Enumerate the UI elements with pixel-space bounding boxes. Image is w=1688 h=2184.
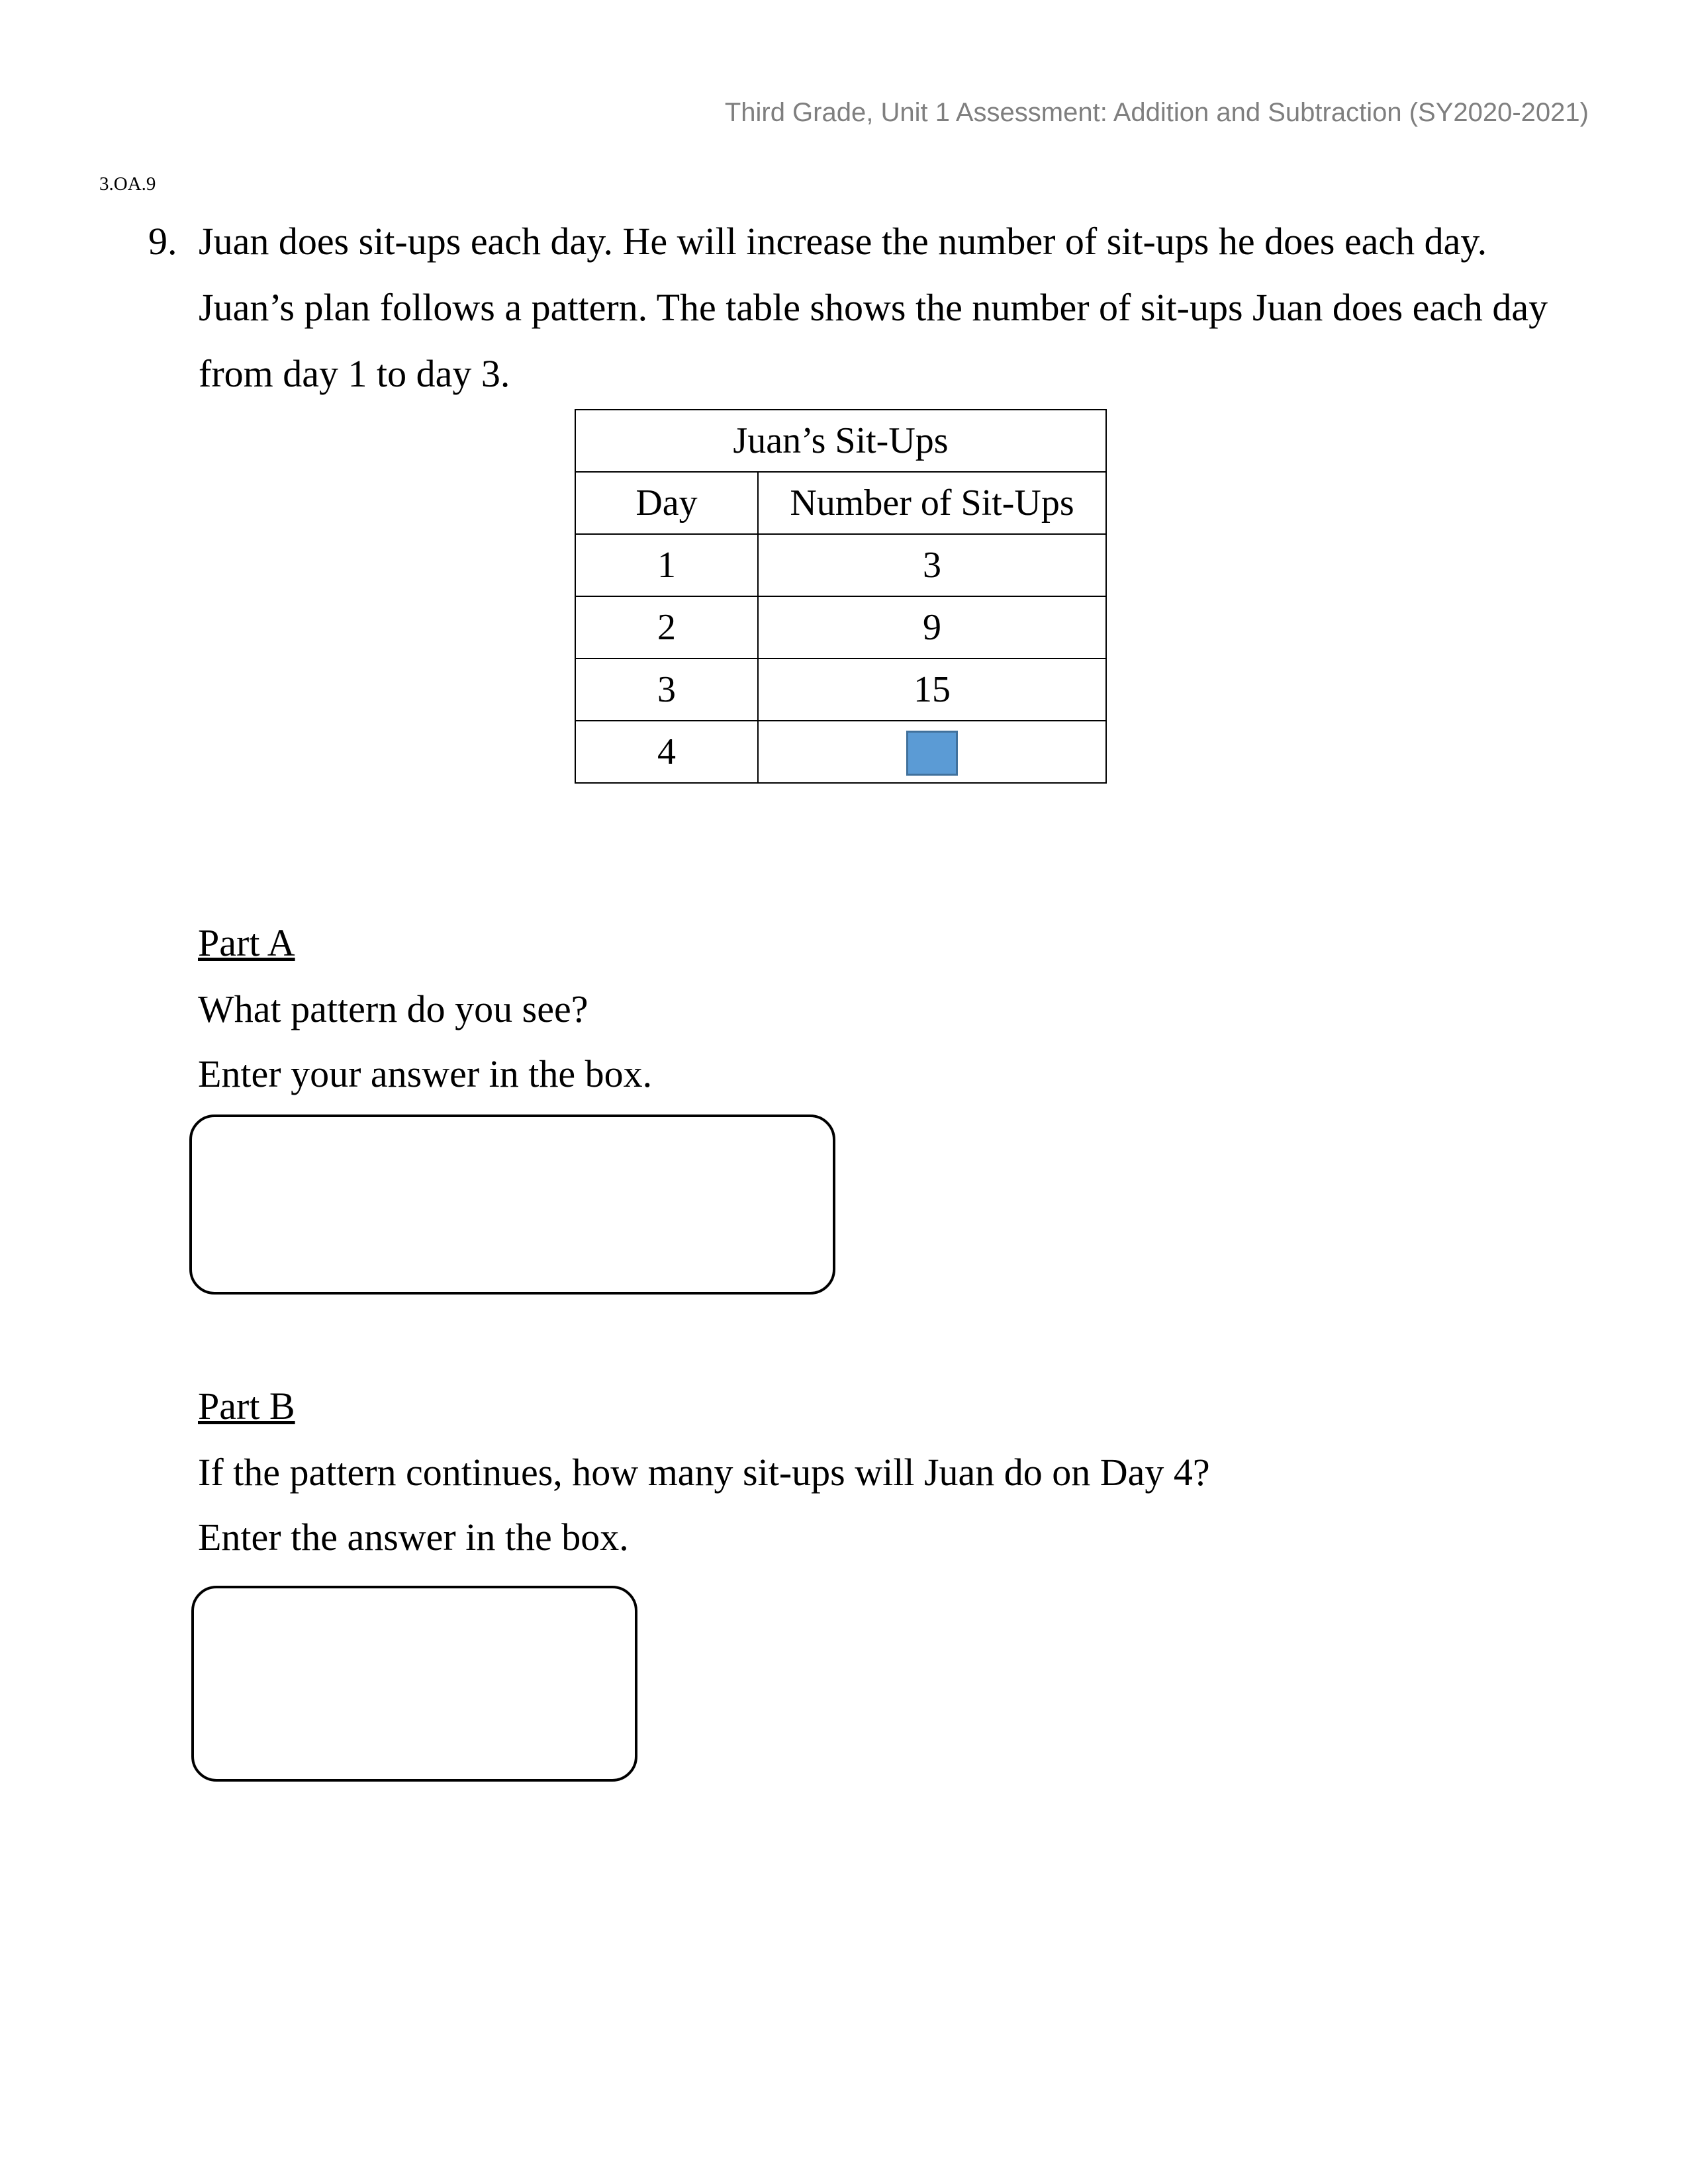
question-9	[148, 208, 1591, 407]
missing-value-box	[906, 731, 958, 776]
question-line: Juan does sit-ups each day. He will increase the number of sit-ups he does each day.	[199, 220, 1487, 263]
header-day: Day	[575, 472, 758, 534]
cell-count: 15	[758, 659, 1106, 721]
header-number-of-situps: Number of Sit-Ups	[758, 472, 1106, 534]
part-b-title: Part B	[198, 1385, 295, 1428]
part-a-instruction: Enter your answer in the box.	[198, 1052, 653, 1095]
table-title-row	[575, 410, 1106, 472]
part-a-question: What pattern do you see?	[198, 987, 588, 1030]
part-a-title: Part A	[198, 921, 295, 964]
question-number: 9.	[148, 220, 177, 263]
table-header-row	[575, 472, 1106, 534]
cell-day: 3	[575, 659, 758, 721]
cell-count-missing	[758, 721, 1106, 783]
table-title: Juan’s Sit-Ups	[575, 410, 1106, 472]
part-b	[198, 1383, 1210, 1559]
cell-count: 3	[758, 534, 1106, 596]
table-row	[575, 721, 1106, 783]
table-row	[575, 659, 1106, 721]
cell-count: 9	[758, 596, 1106, 659]
part-b-instruction: Enter the answer in the box.	[198, 1516, 629, 1559]
cell-day: 1	[575, 534, 758, 596]
table-row	[575, 534, 1106, 596]
standard-code: 3.OA.9	[99, 173, 156, 195]
part-a-answer-box[interactable]	[189, 1115, 835, 1295]
part-b-question: If the pattern continues, how many sit-ups will Juan do on Day 4?	[198, 1451, 1210, 1494]
part-b-answer-box[interactable]	[191, 1586, 637, 1782]
page-header: Third Grade, Unit 1 Assessment: Addition and Subtraction (SY2020-2021)	[724, 98, 1589, 127]
cell-day: 4	[575, 721, 758, 783]
question-line: Juan’s plan follows a pattern. The table shows the number of sit-ups Juan does each day	[199, 286, 1548, 329]
table-row	[575, 596, 1106, 659]
cell-day: 2	[575, 596, 758, 659]
situps-table	[575, 409, 1107, 784]
part-a	[198, 920, 653, 1095]
question-text	[199, 208, 1591, 407]
question-line: from day 1 to day 3.	[199, 352, 510, 395]
